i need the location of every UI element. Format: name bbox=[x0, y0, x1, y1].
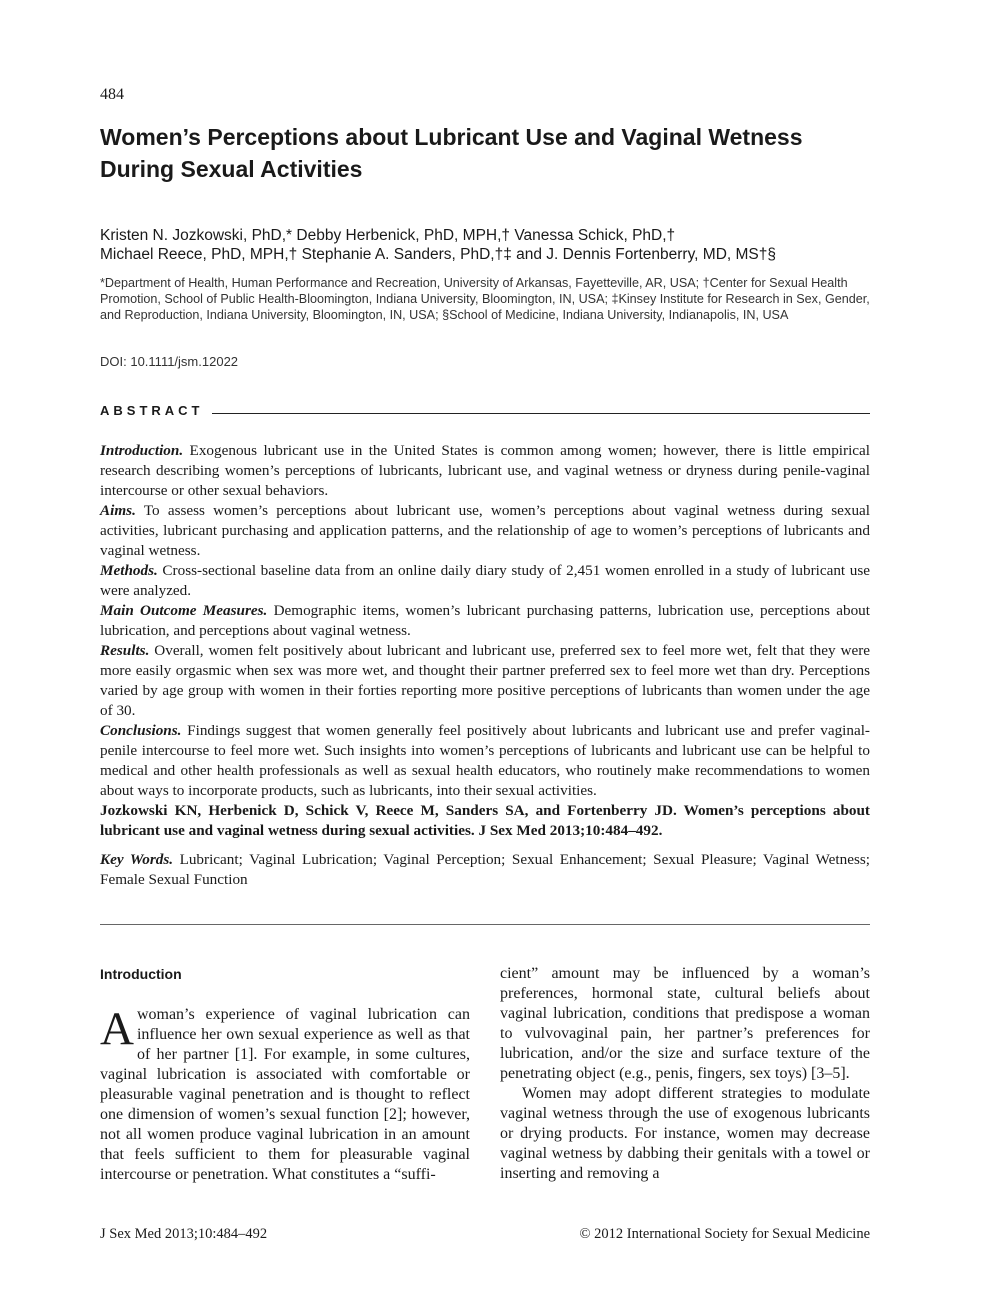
article-title bbox=[100, 121, 880, 185]
conclusions-label: Conclusions. bbox=[100, 722, 182, 739]
doi: DOI: 10.1111/jsm.12022 bbox=[100, 354, 239, 369]
aims-label: Aims. bbox=[100, 502, 136, 519]
keywords bbox=[100, 850, 870, 890]
affiliations: *Department of Health, Human Performance and Recreation, University of Arkansas, Fayetteville, AR, USA; †Center for Sexual Health Promotion, School of Public Health-Bloomington, Indiana University, Bloomington, IN, USA; ‡Kinsey Institute for Research in Sex, Gender, and Reproduction, Indiana University, Bloomington, IN, USA; §School of Medicine, Indiana University, Indianapolis, IN, USA bbox=[100, 276, 870, 322]
introduction-text: Exogenous lubricant use in the United States is common among women; however, there is little empirical research describing women’s perceptions of lubricants, lubricant use, and vaginal wetness or dryness during penile-vaginal intercourse or other sexual behaviors. bbox=[100, 442, 870, 499]
results-label: Results. bbox=[100, 642, 150, 659]
results-text: Overall, women felt positively about lubricant and lubricant use, preferred sex to feel more wet, felt that they were more easily orgasmic when sex was more wet, and thought their partner preferred sex to feel more wet than dry. Perceptions varied by age group with women in their forties reporting more positive perceptions of lubricants than women under the age of 30. bbox=[100, 642, 870, 719]
introduction-heading: Introduction bbox=[100, 966, 182, 982]
outcome-label: Main Outcome Measures. bbox=[100, 602, 268, 619]
citation: Jozkowski KN, Herbenick D, Schick V, Reece M, Sanders SA, and Fortenberry JD. Women’s perceptions about lubricant use and vaginal wetness during sexual activities. J Sex Med 2013;10:484–492. bbox=[100, 802, 870, 839]
methods-label: Methods. bbox=[100, 562, 158, 579]
abstract-aims bbox=[100, 501, 870, 561]
abstract-label: ABSTRACT bbox=[100, 403, 207, 418]
methods-text: Cross-sectional baseline data from an online daily diary study of 2,451 women enrolled in a study of lubricant use were analyzed. bbox=[100, 562, 870, 599]
keywords-label: Key Words. bbox=[100, 851, 174, 868]
intro-paragraph-1-text: woman’s experience of vaginal lubrication can influence her own sexual experience as well as that of her partner [1]. For example, in some cultures, vaginal lubrication is associated with comfortable or pleasurable vaginal penetration and is thought to reflect one dimension of women’s sexual function [2]; however, not all women produce vaginal lubrication in an amount that feels sufficient to them for pleasurable vaginal intercourse or penetration. What constitutes a “suffi- bbox=[100, 1006, 470, 1183]
conclusions-text: Findings suggest that women generally feel positively about lubricants and lubricant use and prefer vaginal-penile intercourse to feel more wet. Such insights into women’s perceptions of lubricants and lubricant use can be helpful to medical and other health professionals as well as sexual health educators, who routinely make recommendations to women about ways to incorporate products, such as lubricants, into their sexual activities. bbox=[100, 722, 870, 799]
intro-paragraph-1 bbox=[100, 1005, 470, 1185]
abstract-header bbox=[100, 403, 870, 423]
authors-line-2: Michael Reece, PhD, MPH,† Stephanie A. Sanders, PhD,†‡ and J. Dennis Fortenberry, MD, MS†§ bbox=[100, 246, 777, 263]
right-paragraph-2: Women may adopt different strategies to modulate vaginal wetness through the use of exogenous lubricants or drying products. For instance, women may decrease vaginal wetness by dabbing their genitals with a towel or inserting and removing a bbox=[500, 1085, 870, 1182]
aims-text: To assess women’s perceptions about lubricant use, women’s perceptions about vaginal wetness during sexual activities, lubricant purchasing and application patterns, and the relationship of age to women’s perceptions of lubricants and vaginal wetness. bbox=[100, 502, 870, 559]
page-number: 484 bbox=[100, 86, 124, 103]
author-list bbox=[100, 226, 880, 264]
abstract-body bbox=[100, 441, 870, 841]
footer-copyright: © 2012 International Society for Sexual Medicine bbox=[579, 1226, 870, 1242]
outcome-text: Demographic items, women’s lubricant purchasing patterns, lubrication use, perceptions about lubrication, and perceptions about vaginal wetness. bbox=[100, 602, 870, 639]
authors-line-1: Kristen N. Jozkowski, PhD,* Debby Herbenick, PhD, MPH,† Vanessa Schick, PhD,† bbox=[100, 227, 676, 244]
abstract-conclusions bbox=[100, 721, 870, 801]
title-line-1: Women’s Perceptions about Lubricant Use and Vaginal Wetness bbox=[100, 124, 803, 150]
keywords-text: Lubricant; Vaginal Lubrication; Vaginal Perception; Sexual Enhancement; Sexual Pleasure; Vaginal Wetness; Female Sexual Function bbox=[100, 851, 870, 888]
column-left bbox=[100, 964, 470, 1185]
drop-cap: A bbox=[100, 1003, 134, 1055]
abstract-outcome bbox=[100, 601, 870, 641]
abstract-introduction bbox=[100, 441, 870, 501]
right-paragraph-1: cient” amount may be influenced by a woman’s preferences, hormonal state, cultural beliefs about vaginal lubrication, conditions that predispose a woman to vulvovaginal pain, her partner’s preferences for lubrication, and/or the size and surface texture of the penetrating object (e.g., penis, fingers, sex toys) [3–5]. bbox=[500, 965, 870, 1082]
abstract-results bbox=[100, 641, 870, 721]
abstract-methods bbox=[100, 561, 870, 601]
section-divider bbox=[100, 924, 870, 925]
title-line-2: During Sexual Activities bbox=[100, 156, 363, 182]
abstract-rule bbox=[212, 413, 870, 414]
introduction-label: Introduction. bbox=[100, 442, 184, 459]
footer-journal: J Sex Med 2013;10:484–492 bbox=[100, 1226, 268, 1242]
column-right bbox=[500, 964, 870, 1184]
